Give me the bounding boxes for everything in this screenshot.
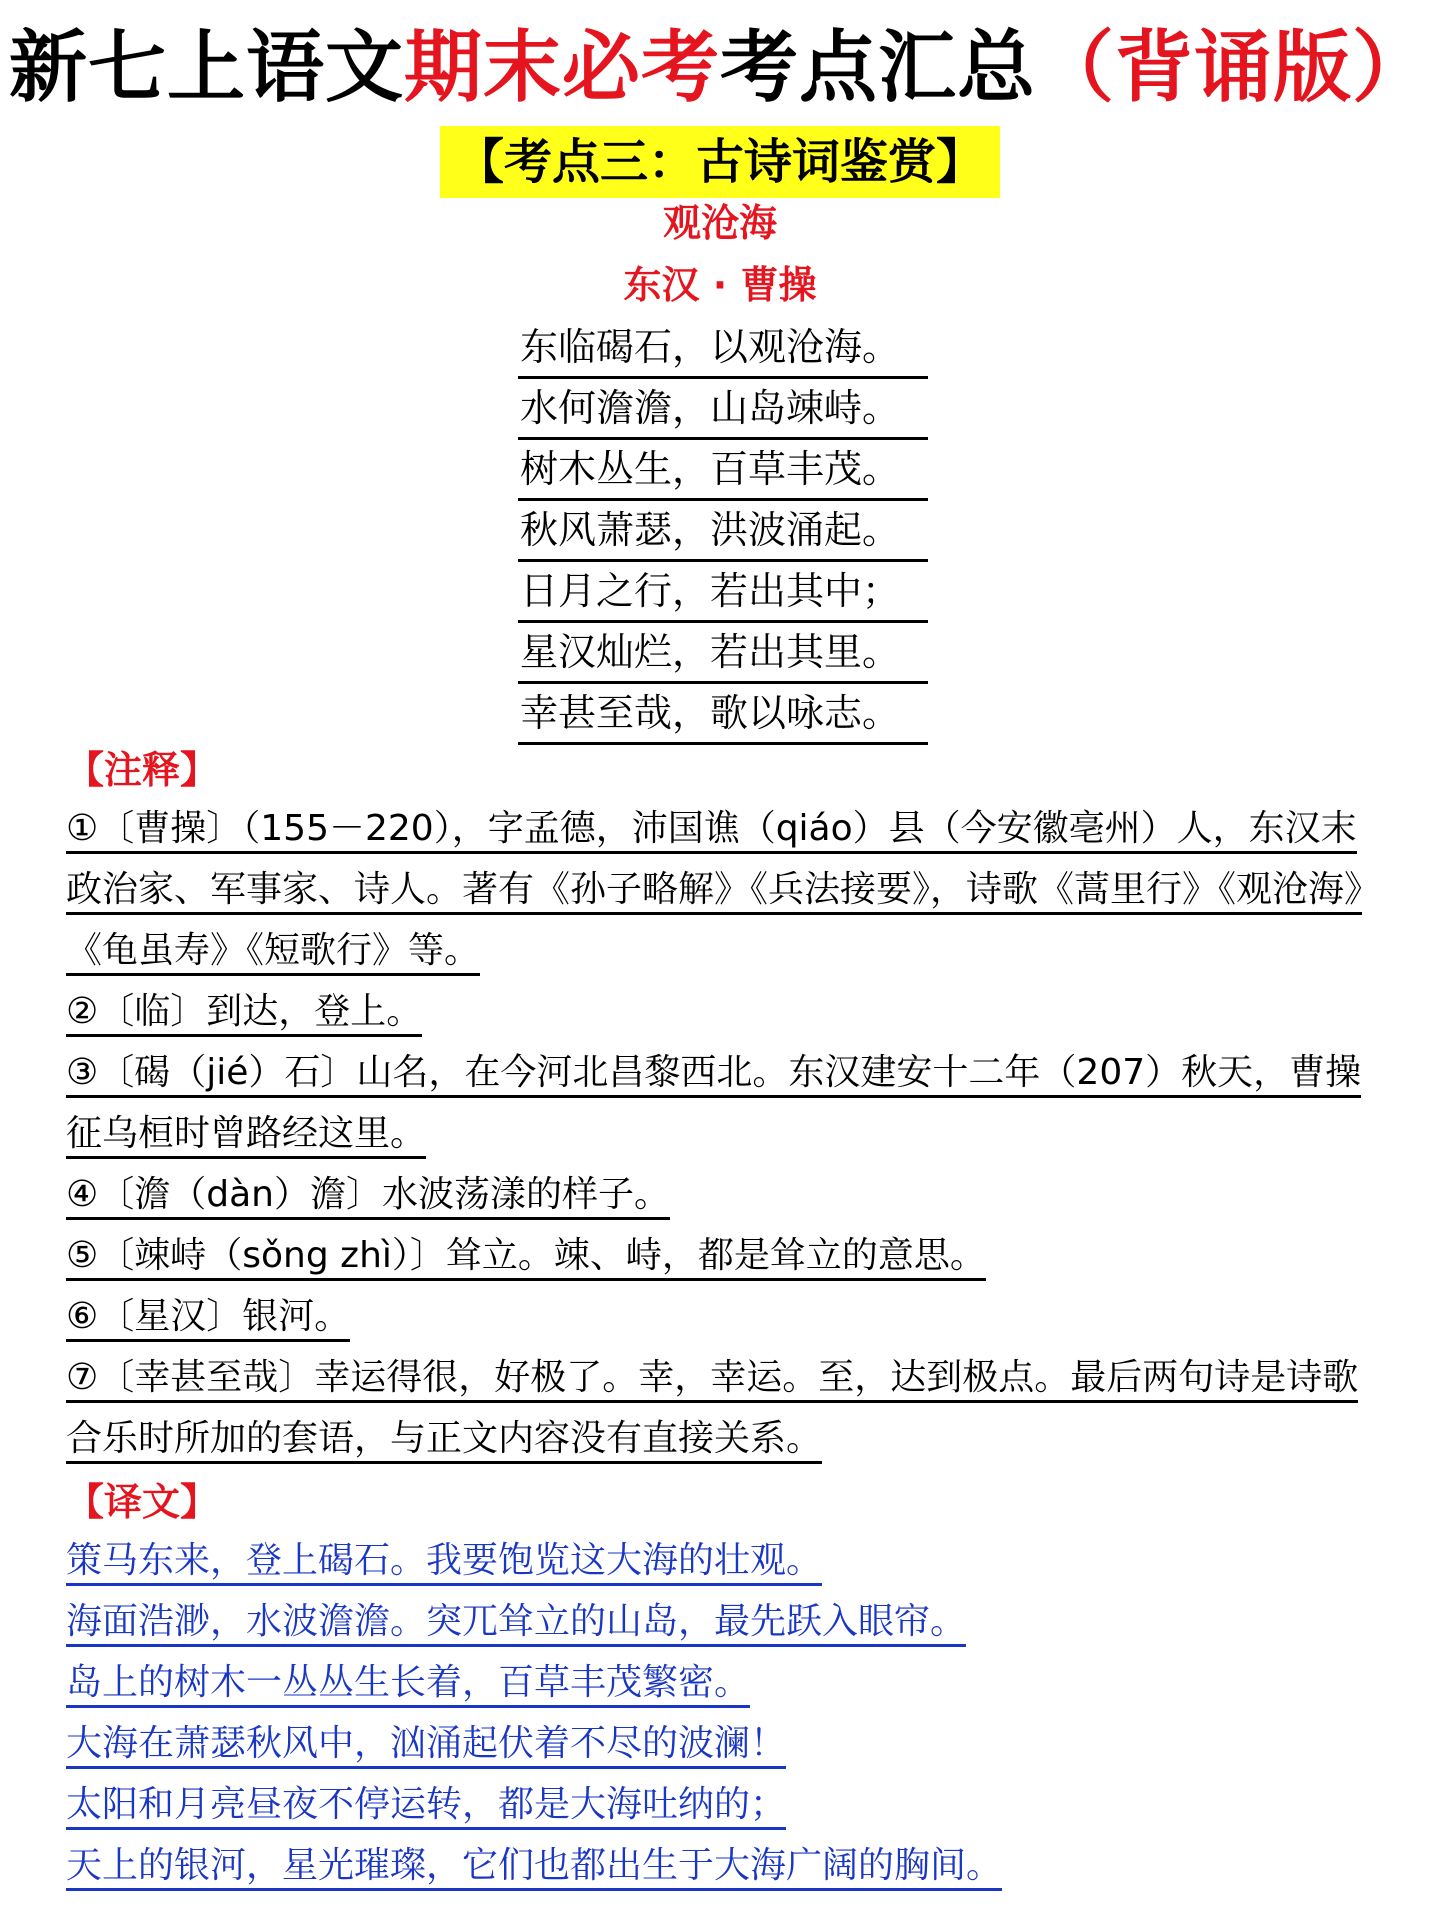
translation-text: 策马东来，登上碣石。我要饱览这大海的壮观。 xyxy=(66,1540,822,1586)
notes-label: 【注释】 xyxy=(66,748,219,792)
translation-line xyxy=(66,1652,1376,1713)
poem-line: 日月之行，若出其中； xyxy=(518,562,928,623)
translation-label: 【译文】 xyxy=(66,1480,219,1524)
title-part-2: 期末必考 xyxy=(403,23,720,113)
note-item xyxy=(66,1042,1376,1164)
poem-line: 幸甚至哉，歌以咏志。 xyxy=(518,684,928,745)
poem-line: 秋风萧瑟，洪波涌起。 xyxy=(518,501,928,562)
note-text: ⑦〔幸甚至哉〕幸运得很，好极了。幸，幸运。至，达到极点。最后两句诗是诗歌合乐时所加的套语，与正文内容没有直接关系。 xyxy=(66,1357,1358,1464)
poem-author: 东汉 · 曹操 xyxy=(623,263,817,307)
translation-line xyxy=(66,1713,1376,1774)
notes-list xyxy=(66,798,1376,1469)
note-text: ①〔曹操〕（155－220），字孟德，沛国谯（qiáo）县（今安徽亳州）人，东汉末政治家、军事家、诗人。著有《孙子略解》《兵法接要》，诗歌《蒿里行》《观沧海》《龟虽寿》《短歌行》等。 xyxy=(66,808,1362,976)
translation-line xyxy=(66,1591,1376,1652)
poem-line: 水何澹澹，山岛竦峙。 xyxy=(518,379,928,440)
note-text: ⑤〔竦峙（sǒng zhì）〕耸立。竦、峙，都是耸立的意思。 xyxy=(66,1235,986,1281)
translation-line xyxy=(66,1774,1376,1835)
title-part-4: （背诵版） xyxy=(1036,23,1432,113)
translation-line xyxy=(66,1530,1376,1591)
note-text: ③〔碣（jié）石〕山名，在今河北昌黎西北。东汉建安十二年（207）秋天，曹操征乌桓时曾路经这里。 xyxy=(66,1052,1361,1159)
note-text: ②〔临〕到达，登上。 xyxy=(66,991,422,1037)
section-heading: 【考点三：古诗词鉴赏】 xyxy=(440,126,1000,198)
translation-text: 岛上的树木一丛丛生长着，百草丰茂繁密。 xyxy=(66,1662,750,1708)
page-title xyxy=(0,18,1440,118)
poem-title: 观沧海 xyxy=(662,201,777,245)
note-item xyxy=(66,1164,1376,1225)
translation-text: 大海在萧瑟秋风中，汹涌起伏着不尽的波澜！ xyxy=(66,1723,786,1769)
note-text: ④〔澹（dàn）澹〕水波荡漾的样子。 xyxy=(66,1174,670,1220)
note-item xyxy=(66,1286,1376,1347)
note-text: ⑥〔星汉〕银河。 xyxy=(66,1296,350,1342)
note-item xyxy=(66,798,1376,981)
title-part-1: 新七上语文 xyxy=(8,23,404,113)
poem-lines xyxy=(518,318,928,745)
note-item xyxy=(66,981,1376,1042)
title-part-3: 考点汇总 xyxy=(720,23,1037,113)
poem-line: 树木丛生，百草丰茂。 xyxy=(518,440,928,501)
translation-line xyxy=(66,1835,1376,1896)
note-item xyxy=(66,1225,1376,1286)
translation-list xyxy=(66,1530,1376,1896)
section-heading-wrap xyxy=(0,126,1440,198)
poem-line: 星汉灿烂，若出其里。 xyxy=(518,623,928,684)
poem-line: 东临碣石，以观沧海。 xyxy=(518,318,928,379)
translation-text: 天上的银河，星光璀璨，它们也都出生于大海广阔的胸间。 xyxy=(66,1845,1002,1891)
translation-text: 海面浩渺，水波澹澹。突兀耸立的山岛，最先跃入眼帘。 xyxy=(66,1601,966,1647)
note-item xyxy=(66,1347,1376,1469)
translation-text: 太阳和月亮昼夜不停运转，都是大海吐纳的； xyxy=(66,1784,786,1830)
